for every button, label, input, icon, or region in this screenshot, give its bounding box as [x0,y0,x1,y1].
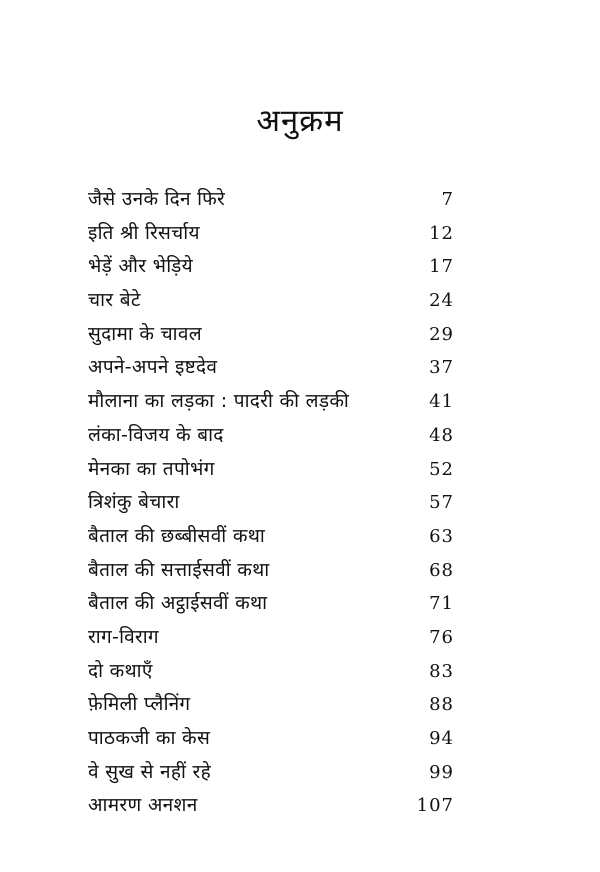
toc-entry-page: 17 [429,256,454,278]
toc-entry [88,789,454,823]
toc-entry-title: लंका-विजय के बाद [88,423,224,446]
toc-entry-title: त्रिशंकु बेचारा [88,491,180,514]
toc-entry-page: 107 [416,795,454,817]
toc-entry-page: 12 [429,222,454,244]
toc-entry [88,486,454,520]
page-title: अनुक्रम [256,103,344,139]
toc-entry-page: 94 [429,728,454,749]
toc-entry-title: सुदामा के चावल [88,322,202,345]
toc-entry [88,351,454,385]
toc-entry-title: राग-विराग [88,625,159,648]
toc-entry [88,688,454,722]
toc-entry-page: 37 [429,357,454,379]
toc-entry [88,318,454,352]
toc-entry [88,621,454,655]
toc-entry [88,655,454,689]
toc-entry [88,183,454,217]
toc-entry-title: बैताल की सत्ताईसवीं कथा [88,558,270,581]
toc-entry-page: 99 [429,761,454,783]
toc-entry-page: 57 [429,492,454,514]
toc-entry [88,587,454,621]
toc-entry-page: 71 [429,593,454,615]
toc-entry-page: 29 [429,323,454,345]
toc-entry [88,722,454,756]
toc-entry [88,419,454,453]
toc-entry-title: मेनका का तपोभंग [88,457,215,480]
toc-entry-title: पाठकजी का केस [88,727,211,749]
toc-entry [88,520,454,554]
toc-entry-title: बैताल की छब्बीसवीं कथा [88,524,266,547]
toc-entry-title: आमरण अनशन [88,794,198,817]
toc-entry-title: इति श्री रिसर्चाय [88,221,200,244]
toc-entry-title: भेड़ें और भेड़िये [88,255,193,278]
toc-entry-title: फ़ेमिली प्लैनिंग [88,693,191,716]
toc-entry-title: दो कथाएँ [88,659,153,682]
toc-entry-page: 83 [429,660,454,682]
toc-entry-page: 76 [429,626,454,648]
toc-entry-title: चार बेटे [88,289,141,312]
toc-entry [88,554,454,588]
toc-entry-page: 68 [429,559,454,581]
toc-entry [88,284,454,318]
toc-list [88,183,454,823]
toc-entry-title: जैसे उनके दिन फिरे [88,188,226,210]
toc-entry-page: 88 [429,694,454,716]
toc-entry-page: 41 [429,391,454,413]
toc-entry [88,385,454,419]
toc-entry-title: बैताल की अट्ठाईसवीं कथा [88,592,268,615]
toc-entry [88,250,454,284]
toc-entry-page: 48 [429,424,454,446]
toc-entry-page: 24 [429,290,454,312]
toc-entry-title: मौलाना का लड़का : पादरी की लड़की [88,390,350,413]
toc-entry-page: 7 [441,189,454,210]
toc-entry [88,756,454,790]
toc-entry [88,217,454,251]
toc-entry-title: अपने-अपने इष्टदेव [88,356,218,379]
toc-entry-page: 52 [429,458,454,480]
toc-entry [88,453,454,487]
toc-entry-page: 63 [429,525,454,547]
toc-entry-title: वे सुख से नहीं रहे [88,760,211,783]
